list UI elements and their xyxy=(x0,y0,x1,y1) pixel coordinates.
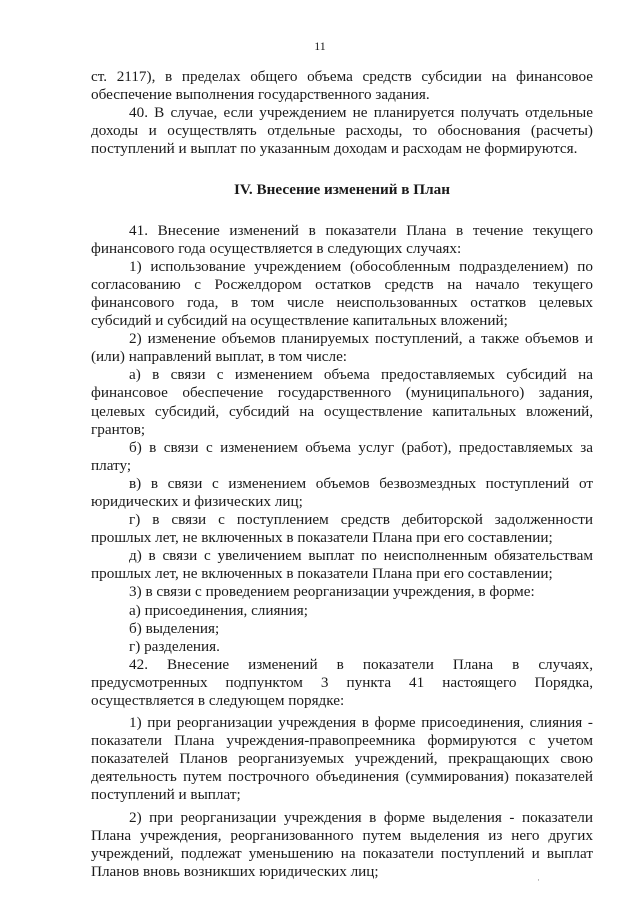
page-number: 11 xyxy=(314,39,326,53)
paragraph-40: 40. В случае, если учреждением не планируется получать отдельные доходы и осуществлять отдельные расходы, то обоснования (расчеты) поступлений и выплат по указанным доходам и расходам не формируются. xyxy=(91,104,593,158)
list-item-41-2g: г) в связи с поступлением средств дебиторской задолженности прошлых лет, не включенных в показатели Плана при его составлении; xyxy=(91,511,593,547)
list-item-41-2d: д) в связи с увеличением выплат по неисполненным обязательствам прошлых лет, не включенных в показатели Плана при его составлении; xyxy=(91,547,593,583)
list-item-41-2: 2) изменение объемов планируемых поступлений, а также объемов и (или) направлений выплат, в том числе: xyxy=(91,330,593,366)
list-item-41-2b: б) в связи с изменением объема услуг (работ), предоставляемых за плату; xyxy=(91,438,593,474)
list-item-41-1: 1) использование учреждением (обособленным подразделением) по согласованию с Росжелдором остатков средств на начало текущего финансового года, в том числе неиспользованных остатков целевых субсидий и субсидий на осуществление капитальных вложений; xyxy=(91,257,593,330)
paragraph-continuation: ст. 2117), в пределах общего объема средств субсидии на финансовое обеспечение выполнения государственного задания. xyxy=(91,68,593,104)
list-item-41-3g: г) разделения. xyxy=(129,637,220,655)
list-item-41-2v: в) в связи с изменением объемов безвозмездных поступлений от юридических и физических лиц; xyxy=(91,474,593,510)
list-item-42-2: 2) при реорганизации учреждения в форме выделения - показатели Плана учреждения, реорганизованного путем выделения из него других учреждений, подлежат уменьшению на показатели поступлений и выплат Планов вновь возникших юридических лиц; xyxy=(91,808,593,880)
list-item-41-3a: а) присоединения, слияния; xyxy=(129,601,308,619)
scan-mark: · xyxy=(537,875,540,885)
list-item-41-3: 3) в связи с проведением реорганизации учреждения, в форме: xyxy=(129,583,535,601)
document-body xyxy=(91,68,593,881)
paragraph-41: 41. Внесение изменений в показатели Плана в течение текущего финансового года осуществляется в следующих случаях: xyxy=(91,221,593,257)
paragraph-42: 42. Внесение изменений в показатели Плана в случаях, предусмотренных подпунктом 3 пункта 41 настоящего Порядка, осуществляется в следующем порядке: xyxy=(91,655,593,709)
list-item-41-3b: б) выделения; xyxy=(129,619,220,637)
list-item-42-1: 1) при реорганизации учреждения в форме присоединения, слияния - показатели Плана учреждения-правопреемника формируются с учетом показателей Планов реорганизуемых учреждений, прекращающих свою деятельность путем построчного объединения (суммирования) показателей поступлений и выплат; xyxy=(91,714,593,804)
section-heading: IV. Внесение изменений в План xyxy=(234,181,450,199)
list-item-41-2a: а) в связи с изменением объема предоставляемых субсидий на финансовое обеспечение государственного (муниципального) задания, целевых субсидий, субсидий на осуществление капитальных вложений, грантов; xyxy=(91,366,593,438)
